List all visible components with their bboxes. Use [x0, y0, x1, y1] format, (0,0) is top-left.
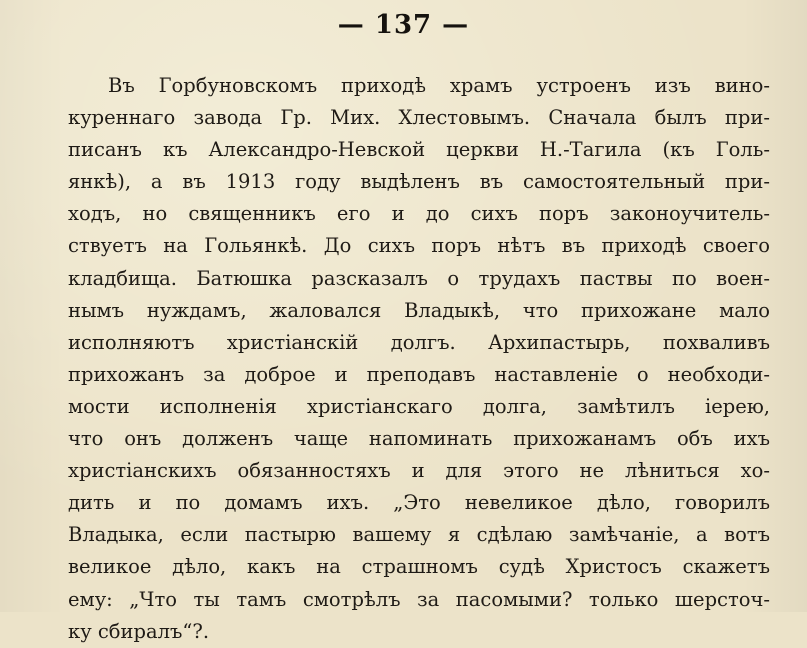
text-line: ему: „Что ты тамъ смотрѣлъ за пасомыми? только шерсточ-: [68, 587, 770, 611]
text-line: что онъ долженъ чаще напоминать прихожанамъ объ ихъ: [68, 427, 770, 451]
text-line: писанъ къ Александро-Невской церкви Н.-Тагила (къ Голь-: [68, 138, 770, 162]
text-line: куреннаго завода Гр. Мих. Хлестовымъ. Сначала былъ при-: [68, 106, 770, 130]
body-text: [68, 70, 770, 648]
text-line: мости исполненія христіанскаго долга, замѣтилъ іерею,: [68, 394, 770, 418]
text-line: исполняютъ христіанскій долгъ. Архипастырь, похваливъ: [68, 330, 770, 354]
text-line: янкѣ), а въ 1913 году выдѣленъ въ самостоятельный при-: [68, 170, 770, 194]
text-line: Въ Горбуновскомъ приходѣ храмъ устроенъ изъ вино-: [108, 74, 770, 97]
text-line: кладбища. Батюшка разсказалъ о трудахъ паствы по воен-: [68, 266, 770, 290]
text-line: христіанскихъ обязанностяхъ и для этого не лѣниться хо-: [68, 459, 770, 483]
text-line: ствуетъ на Гольянкѣ. До сихъ поръ нѣтъ въ приходѣ своего: [68, 234, 770, 258]
page-number: — 137 —: [337, 10, 470, 40]
text-line: Владыка, если пастырю вашему я сдѣлаю замѣчаніе, а вотъ: [68, 523, 770, 547]
text-line: дить и по домамъ ихъ. „Это невеликое дѣло, говорилъ: [68, 491, 770, 515]
text-line: великое дѣло, какъ на страшномъ судѣ Христосъ скажетъ: [68, 555, 770, 579]
text-line: ку сбиралъ“?.: [68, 619, 210, 643]
text-line: прихожанъ за доброе и преподавъ наставленіе о необходи-: [68, 362, 770, 386]
text-line: нымъ нуждамъ, жаловался Владыкѣ, что прихожане мало: [68, 298, 770, 322]
text-line: ходъ, но священникъ его и до сихъ поръ законоучитель-: [68, 202, 770, 226]
